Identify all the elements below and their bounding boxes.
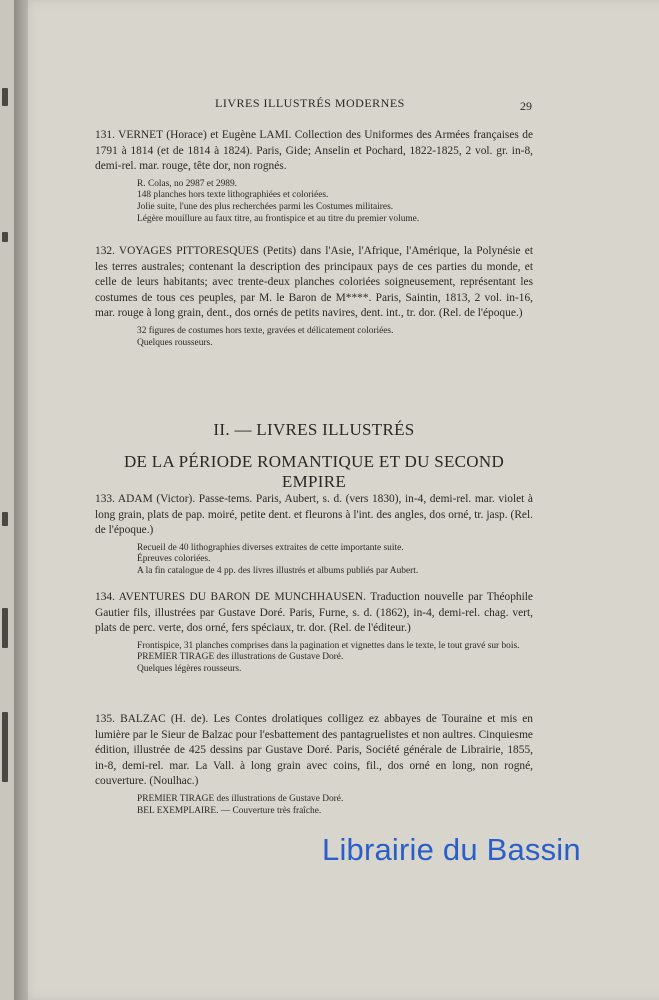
entry-note: PREMIER TIRAGE des illustrations de Gustave Doré. xyxy=(137,652,344,663)
entry-notes xyxy=(137,794,533,817)
entry-notes xyxy=(137,326,533,349)
margin-mark xyxy=(2,232,8,242)
entry-text: 131. VERNET (Horace) et Eugène LAMI. Collection des Uniformes des Armées françaises de 1791 à 1814 (et de 1814 à 1824). Paris, Gide; Anselin et Pochard, 1822-1825, 2 vol. gr. in-8, demi-rel. mar. rouge, tête dor, non rognés. xyxy=(95,129,533,173)
entry-notes xyxy=(137,179,533,225)
entry-text: 134. AVENTURES DU BARON DE MUNCHHAUSEN. Traduction nouvelle par Théophile Gautier fils, illustrées par Gustave Doré. Paris, Furne, s. d. (1862), in-4, demi-rel. chag. vert, plats de perc. verte, dos orné, fers spéciaux, tr. dor. (Rel. de l'éditeur.) xyxy=(95,591,533,635)
catalog-entry-135 xyxy=(95,712,533,817)
entry-notes xyxy=(137,543,533,578)
entry-note: Épreuves coloriées. xyxy=(137,554,211,565)
entry-note: Jolie suite, l'une des plus recherchées parmi les Costumes militaires. xyxy=(137,201,394,212)
page-gutter xyxy=(14,0,28,1000)
catalog-entry-133 xyxy=(95,492,533,578)
entry-note: A la fin catalogue de 4 pp. des livres illustrés et albums publiés par Aubert. xyxy=(137,565,419,576)
entry-note: Quelques légères rousseurs. xyxy=(137,663,242,674)
margin-mark xyxy=(2,712,8,782)
entry-text: 135. BALZAC (H. de). Les Contes drolatiques colligez ez abbayes de Touraine et mis en lumière par le Sieur de Balzac pour l'esbattement des pantagruelistes et non aultres. Cinquiesme édition, illustrée de 425 dessins par Gustave Doré. Paris, Société générale de Librairie, 1855, in-8, demi-rel. mar. La Vall. à long grain avec coins, fil., dos orné en long, non rogné, couverture. (Noulhac.) xyxy=(95,713,533,788)
section-title-line2: DE LA PÉRIODE ROMANTIQUE ET DU SECOND EMPIRE xyxy=(123,452,505,491)
margin-mark xyxy=(2,608,8,648)
catalog-entry-131 xyxy=(95,128,533,225)
page-number: 29 xyxy=(520,99,532,113)
entry-note: Quelques rousseurs. xyxy=(137,337,213,348)
entry-text: 132. VOYAGES PITTORESQUES (Petits) dans l'Asie, l'Afrique, l'Amérique, la Polynésie et les terres australes; contenant la description des principaux pays de ces parties du monde, et celle de leurs habitants; avec trente-deux planches coloriées soigneusement, représentant les costumes de tous ces peuples, par M. le Baron de M****. Paris, Saintin, 1813, 2 vol. in-16, mar. rouge à long grain, dent., dos ornés de petits navires, dent. int., tr. dor. (Rel. de l'époque.) xyxy=(95,245,533,320)
catalog-entry-132 xyxy=(95,244,533,349)
running-title: LIVRES ILLUSTRÉS MODERNES xyxy=(215,96,405,110)
section-title-line1: II. — LIVRES ILLUSTRÉS xyxy=(213,420,415,439)
entry-note: PREMIER TIRAGE des illustrations de Gustave Doré. xyxy=(137,793,344,804)
entry-note: R. Colas, no 2987 et 2989. xyxy=(137,178,237,189)
entry-note: Recueil de 40 lithographies diverses extraites de cette importante suite. xyxy=(137,542,404,553)
entry-notes xyxy=(137,641,533,676)
entry-note: Frontispice, 31 planches comprises dans la pagination et vignettes dans le texte, le tout gravé sur bois. xyxy=(137,640,520,651)
margin-mark xyxy=(2,88,8,106)
entry-text: 133. ADAM (Victor). Passe-tems. Paris, Aubert, s. d. (vers 1830), in-4, demi-rel. mar. violet à long grain, plats de pap. moiré, petite dent. et fleurons à l'int. des angles, dos orné, tr. jasp. (Rel. de l'époque.) xyxy=(95,493,533,537)
seller-watermark: Librairie du Bassin xyxy=(322,832,581,867)
entry-note: BEL EXEMPLAIRE. — Couverture très fraîche. xyxy=(137,805,322,816)
margin-mark xyxy=(2,512,8,526)
entry-note: Légère mouillure au faux titre, au frontispice et au titre du premier volume. xyxy=(137,213,420,224)
catalog-entry-134 xyxy=(95,590,533,676)
entry-note: 148 planches hors texte lithographiées et coloriées. xyxy=(137,190,329,201)
entry-note: 32 figures de costumes hors texte, gravées et délicatement coloriées. xyxy=(137,325,394,336)
